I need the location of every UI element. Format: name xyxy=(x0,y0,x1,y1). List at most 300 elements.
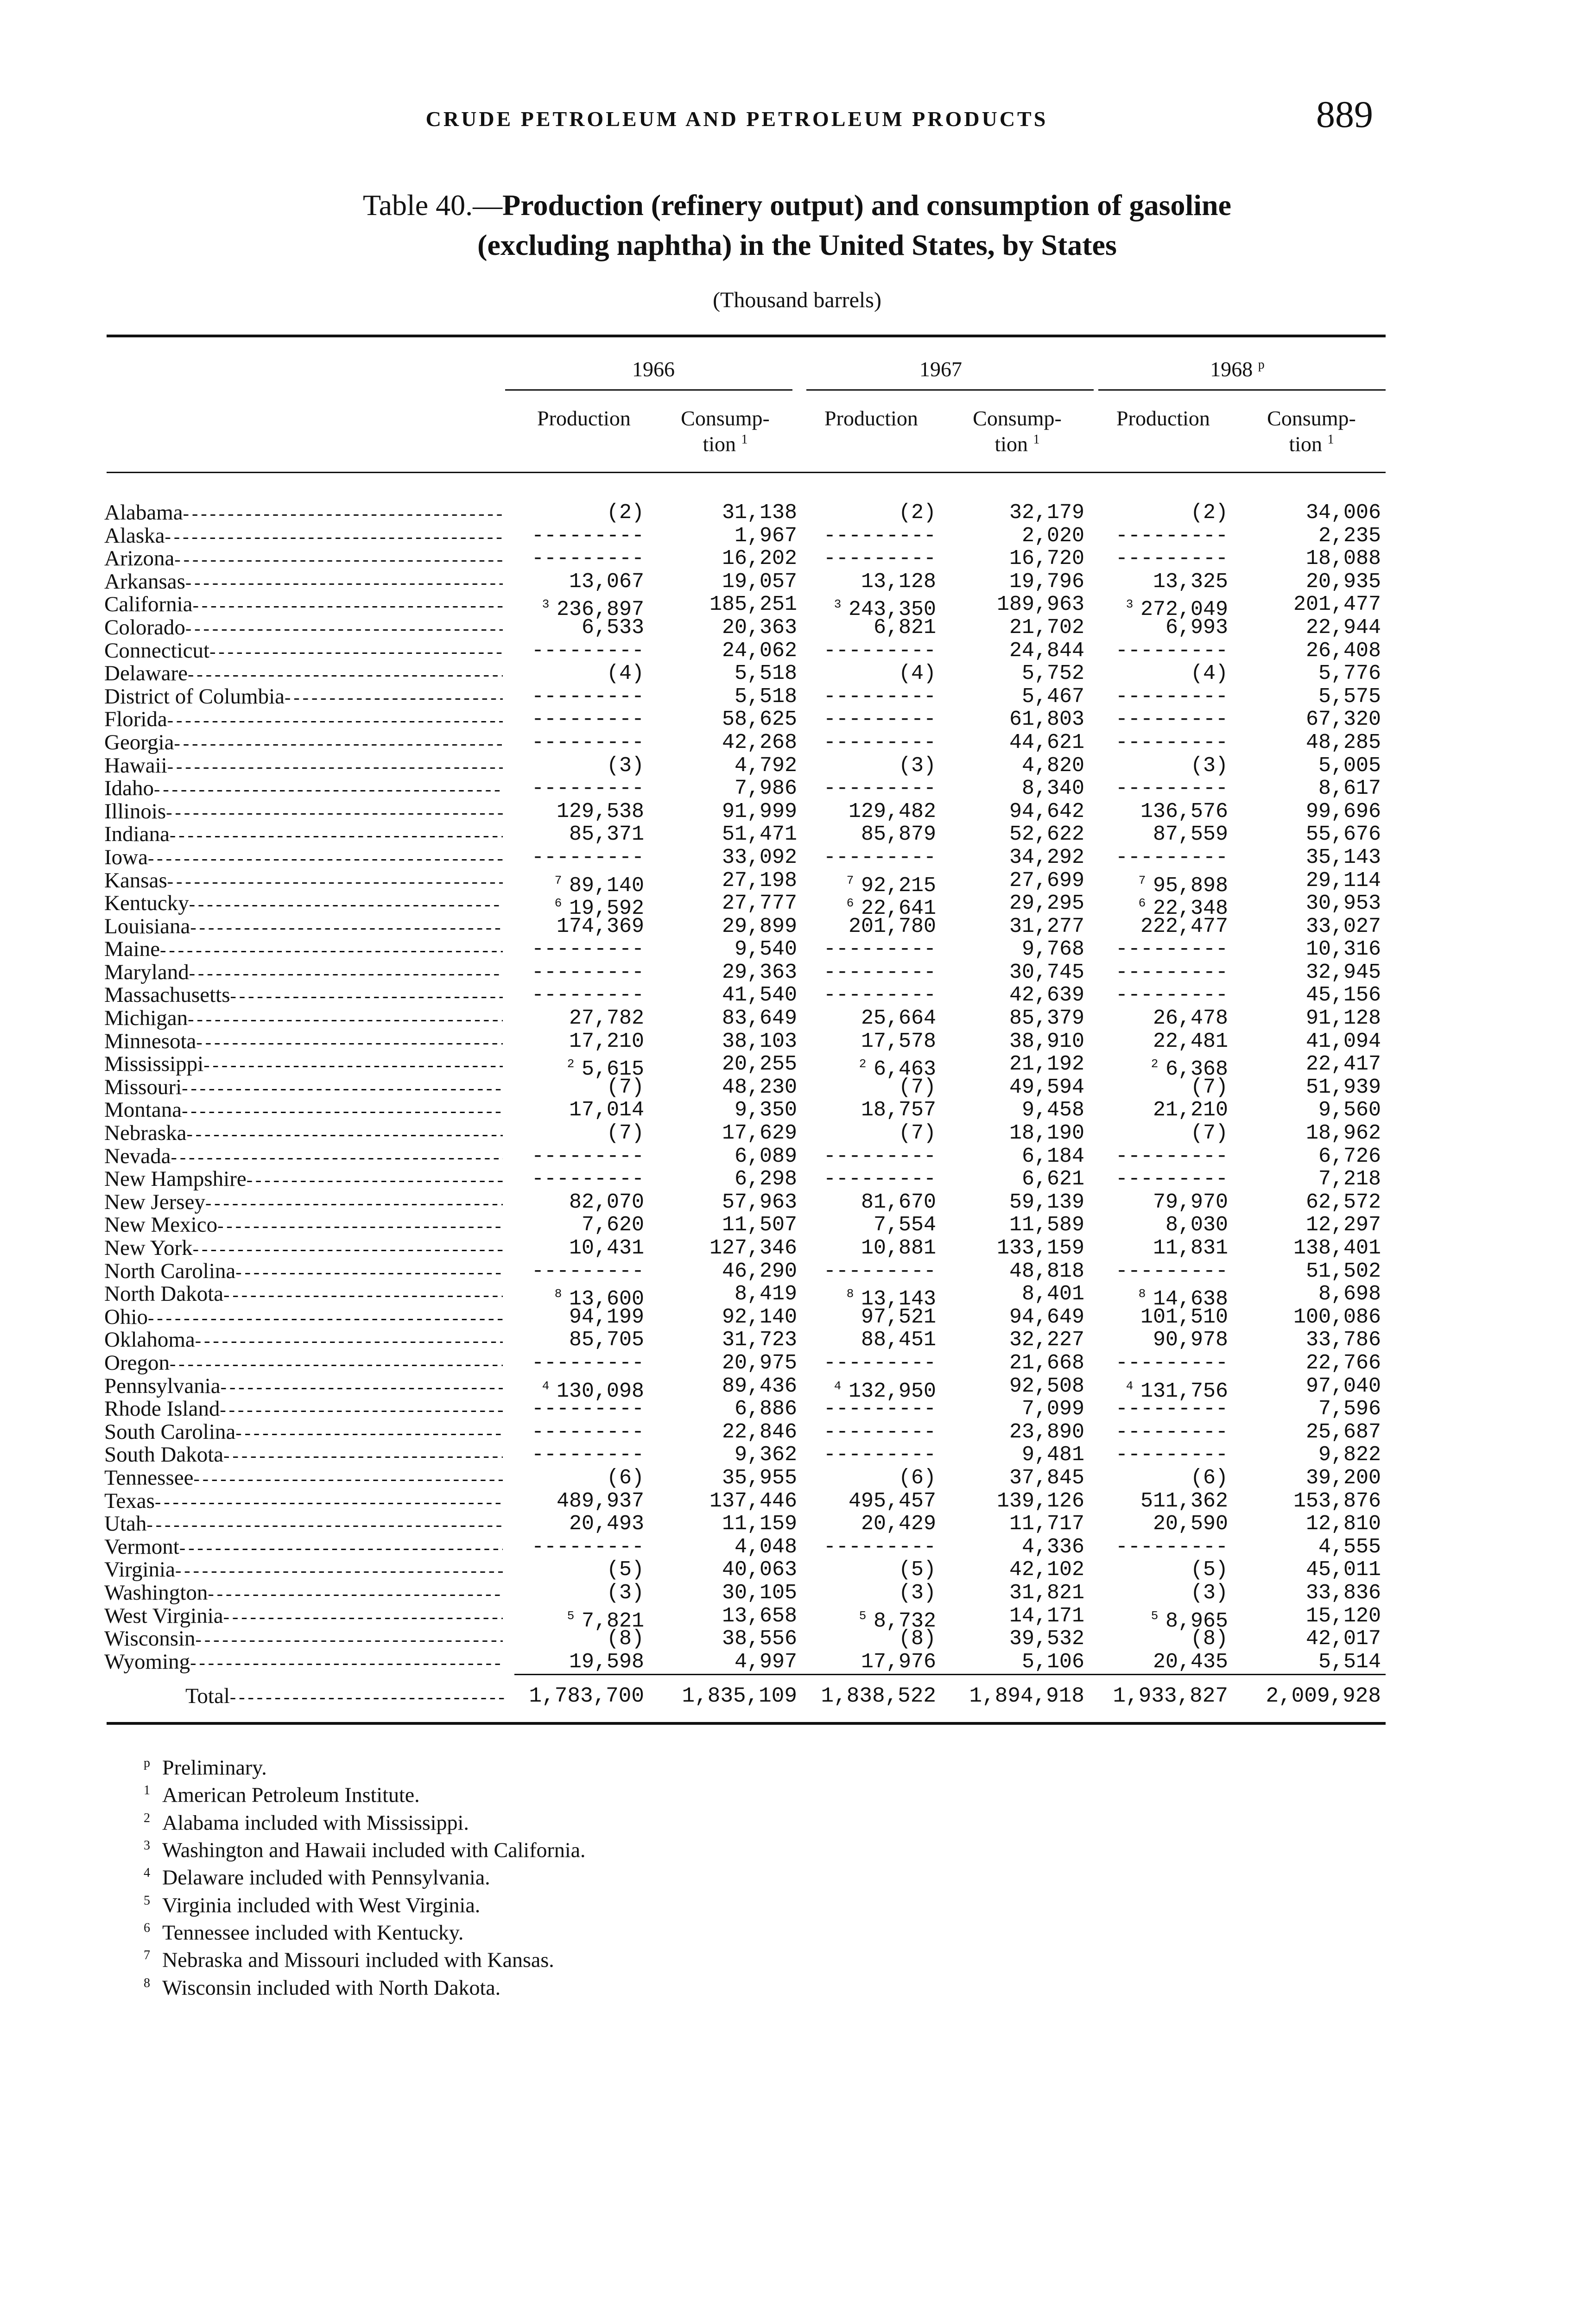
cell-consumption-1966: 9,362 xyxy=(734,1443,797,1467)
cell-consumption-1966: 20,363 xyxy=(722,615,797,639)
cell-consumption-1966: 92,140 xyxy=(722,1305,797,1329)
cell-production-1966: --------- xyxy=(531,1420,644,1444)
cell-consumption-1968: 42,017 xyxy=(1305,1627,1381,1651)
table-row xyxy=(0,616,1596,639)
cell-production-1966: (5) xyxy=(606,1558,644,1582)
state-name: New Jersey ----- xyxy=(104,1191,503,1214)
cell-consumption-1968: 33,027 xyxy=(1305,914,1381,938)
cell-consumption-1968: 18,088 xyxy=(1305,547,1381,571)
cell-production-1968: 101,510 xyxy=(1140,1305,1228,1329)
cell-production-1968: (7) xyxy=(1190,1121,1228,1146)
table-row xyxy=(0,915,1596,938)
cell-production-1968: --------- xyxy=(1115,639,1228,663)
state-name: Minnesota ----- xyxy=(104,1030,503,1053)
cell-production-1967: 18,757 xyxy=(861,1098,936,1122)
cell-consumption-1968: 51,502 xyxy=(1305,1259,1381,1283)
cell-consumption-1968: 25,687 xyxy=(1305,1420,1381,1444)
cell-production-1967: 97,521 xyxy=(861,1305,936,1329)
cell-production-1966: --------- xyxy=(531,730,644,754)
state-name: Oklahoma ----- xyxy=(104,1329,503,1352)
cell-consumption-1968: 45,011 xyxy=(1305,1558,1381,1582)
cell-production-1967: (4) xyxy=(898,662,936,686)
state-name: North Carolina ----- xyxy=(104,1260,503,1283)
cell-consumption-1966: 30,105 xyxy=(722,1581,797,1605)
cell-consumption-1967: 94,649 xyxy=(1009,1305,1084,1329)
cell-production-1966: --------- xyxy=(531,1351,644,1375)
cell-consumption-1967: 30,745 xyxy=(1009,960,1084,984)
cell-production-1966: (3) xyxy=(606,753,644,778)
cell-production-1967: 495,457 xyxy=(848,1489,936,1513)
state-name: Wisconsin ----- xyxy=(104,1627,503,1651)
cell-consumption-1967: 61,803 xyxy=(1009,708,1084,732)
cell-production-1966: --------- xyxy=(531,983,644,1007)
state-name: Indiana ----- xyxy=(104,823,503,846)
table-bottom-rule xyxy=(107,1722,1386,1725)
state-name: West Virginia ----- xyxy=(104,1605,503,1628)
cell-production-1967: --------- xyxy=(823,1259,936,1283)
cell-consumption-1968: 4,555 xyxy=(1318,1535,1381,1559)
cell-consumption-1967: 31,277 xyxy=(1009,914,1084,938)
table-row xyxy=(0,1558,1596,1582)
cell-consumption-1967: 27,699 xyxy=(1009,868,1084,893)
cell-production-1968: (4) xyxy=(1190,662,1228,686)
title-text: Production (refinery output) and consumption of gasoline xyxy=(502,189,1232,222)
cell-production-1967: 20,429 xyxy=(861,1512,936,1536)
cell-production-1966: 13,067 xyxy=(569,570,644,594)
table-row xyxy=(0,961,1596,984)
cell-consumption-1968: 26,408 xyxy=(1305,639,1381,663)
table-row xyxy=(0,708,1596,731)
cell-production-1966: 17,014 xyxy=(569,1098,644,1122)
cell-production-1968: $^3$ 272,049 xyxy=(1126,597,1228,622)
cell-production-1967: (7) xyxy=(898,1121,936,1146)
cell-production-1967: $^2$ 6,463 xyxy=(859,1057,936,1082)
cell-consumption-1968: 12,810 xyxy=(1305,1512,1381,1536)
cell-production-1966: 17,210 xyxy=(569,1029,644,1053)
cell-production-1967: 81,670 xyxy=(861,1190,936,1214)
table-row xyxy=(0,525,1596,548)
table-row xyxy=(0,1490,1596,1513)
table-row xyxy=(0,1282,1596,1311)
table-row xyxy=(0,1374,1596,1403)
state-name: Illinois ----- xyxy=(104,800,503,823)
table-row xyxy=(0,1237,1596,1260)
cell-production-1966: $^6$ 19,592 xyxy=(554,896,644,921)
cell-consumption-1968: 15,120 xyxy=(1305,1604,1381,1628)
total-label: Total ----- xyxy=(185,1682,505,1710)
cell-production-1968: --------- xyxy=(1115,1397,1228,1421)
table-row xyxy=(0,1260,1596,1283)
cell-production-1968: (3) xyxy=(1190,1581,1228,1605)
cell-production-1967: $^4$ 132,950 xyxy=(834,1379,936,1403)
state-name: Kentucky ----- xyxy=(104,892,503,915)
state-name: Connecticut ----- xyxy=(104,639,503,663)
cell-consumption-1968: 97,040 xyxy=(1305,1374,1381,1398)
cell-consumption-1967: 8,401 xyxy=(1021,1282,1084,1306)
cell-production-1968: (2) xyxy=(1190,501,1228,525)
table-row xyxy=(0,1099,1596,1122)
cell-production-1968: 90,978 xyxy=(1153,1328,1228,1352)
cell-consumption-1966: 16,202 xyxy=(722,547,797,571)
table-row xyxy=(0,593,1596,622)
cell-production-1968: --------- xyxy=(1115,937,1228,962)
table-row xyxy=(0,639,1596,663)
cell-consumption-1967: 49,594 xyxy=(1009,1075,1084,1099)
state-name: Tennessee ----- xyxy=(104,1467,503,1490)
total-production-1967: 1,838,522 xyxy=(821,1684,936,1708)
table-title xyxy=(185,185,1409,313)
cell-consumption-1966: 22,846 xyxy=(722,1420,797,1444)
cell-production-1967: --------- xyxy=(823,1351,936,1375)
cell-consumption-1968: 32,945 xyxy=(1305,960,1381,984)
cell-consumption-1968: 29,114 xyxy=(1305,868,1381,893)
cell-production-1966: (2) xyxy=(606,501,644,525)
cell-consumption-1967: 9,458 xyxy=(1021,1098,1084,1122)
state-name: Massachusetts ----- xyxy=(104,984,503,1007)
total-consumption-1966: 1,835,109 xyxy=(682,1684,797,1708)
state-name: Mississippi ----- xyxy=(104,1053,503,1076)
cell-production-1967: --------- xyxy=(823,1535,936,1559)
cell-production-1968: $^7$ 95,898 xyxy=(1138,873,1228,898)
cell-production-1968: 79,970 xyxy=(1153,1190,1228,1214)
table-row xyxy=(0,1398,1596,1421)
cell-consumption-1968: 9,822 xyxy=(1318,1443,1381,1467)
cell-production-1967: (2) xyxy=(898,501,936,525)
cell-production-1968: $^4$ 131,756 xyxy=(1126,1379,1228,1403)
cell-production-1967: 17,578 xyxy=(861,1029,936,1053)
total-rule xyxy=(514,1674,1386,1675)
cell-consumption-1968: 20,935 xyxy=(1305,570,1381,594)
table-row xyxy=(0,938,1596,961)
state-name: Colorado ----- xyxy=(104,616,503,639)
cell-consumption-1966: 13,658 xyxy=(722,1604,797,1628)
table-row xyxy=(0,501,1596,525)
table-row xyxy=(0,1052,1596,1082)
footnote xyxy=(144,1917,1070,1944)
cell-consumption-1968: 138,401 xyxy=(1293,1236,1381,1260)
cell-consumption-1967: 6,621 xyxy=(1021,1167,1084,1191)
cell-production-1966: $^2$ 5,615 xyxy=(567,1057,644,1082)
cell-consumption-1966: 20,975 xyxy=(722,1351,797,1375)
cell-production-1966: 85,705 xyxy=(569,1328,644,1352)
year-heading-1967: 1967 xyxy=(919,357,962,381)
cell-production-1968: --------- xyxy=(1115,1535,1228,1559)
cell-production-1968: --------- xyxy=(1115,524,1228,548)
cell-consumption-1967: 7,099 xyxy=(1021,1397,1084,1421)
state-name: Louisiana ----- xyxy=(104,915,503,938)
cell-consumption-1967: 4,336 xyxy=(1021,1535,1084,1559)
cell-consumption-1968: 7,218 xyxy=(1318,1167,1381,1191)
column-header-consumption-1967: Consump- tion $^1$ xyxy=(973,406,1062,456)
cell-production-1967: (5) xyxy=(898,1558,936,1582)
table-row xyxy=(0,1076,1596,1099)
cell-production-1967: --------- xyxy=(823,708,936,732)
cell-consumption-1966: 127,346 xyxy=(709,1236,797,1260)
table-row xyxy=(0,1030,1596,1053)
cell-consumption-1968: 55,676 xyxy=(1305,823,1381,847)
cell-production-1967: --------- xyxy=(823,524,936,548)
cell-production-1966: --------- xyxy=(531,777,644,801)
cell-consumption-1966: 4,997 xyxy=(734,1650,797,1674)
cell-production-1968: --------- xyxy=(1115,547,1228,571)
state-name: Washington ----- xyxy=(104,1582,503,1605)
cell-consumption-1968: 5,005 xyxy=(1318,753,1381,778)
cell-consumption-1966: 20,255 xyxy=(722,1052,797,1076)
cell-production-1966: --------- xyxy=(531,1167,644,1191)
cell-consumption-1968: 33,786 xyxy=(1305,1328,1381,1352)
cell-production-1968: (5) xyxy=(1190,1558,1228,1582)
cell-production-1966: --------- xyxy=(531,1397,644,1421)
cell-consumption-1966: 24,062 xyxy=(722,639,797,663)
table-row xyxy=(0,868,1596,898)
column-header-production-1966: Production xyxy=(537,406,631,430)
table-row xyxy=(0,1536,1596,1559)
cell-production-1967: 7,554 xyxy=(873,1213,936,1237)
title-line-2: (excluding naphtha) in the United States, by States xyxy=(477,228,1117,261)
cell-consumption-1968: 62,572 xyxy=(1305,1190,1381,1214)
cell-production-1967: $^7$ 92,215 xyxy=(846,873,936,898)
cell-consumption-1968: 39,200 xyxy=(1305,1466,1381,1490)
cell-consumption-1968: 100,086 xyxy=(1293,1305,1381,1329)
cell-production-1968: --------- xyxy=(1115,1144,1228,1168)
cell-production-1966: 94,199 xyxy=(569,1305,644,1329)
state-name: Vermont ----- xyxy=(104,1536,503,1559)
cell-consumption-1966: 9,350 xyxy=(734,1098,797,1122)
cell-production-1967: --------- xyxy=(823,937,936,962)
cell-production-1967: --------- xyxy=(823,777,936,801)
cell-consumption-1967: 23,890 xyxy=(1009,1420,1084,1444)
table-row xyxy=(0,662,1596,685)
cell-consumption-1966: 41,540 xyxy=(722,983,797,1007)
cell-consumption-1967: 21,668 xyxy=(1009,1351,1084,1375)
table-row xyxy=(0,892,1596,921)
cell-production-1967: 25,664 xyxy=(861,1007,936,1031)
cell-production-1967: $^3$ 243,350 xyxy=(834,597,936,622)
cell-consumption-1966: 185,251 xyxy=(709,593,797,617)
state-name: Florida ----- xyxy=(104,708,503,731)
cell-consumption-1966: 5,518 xyxy=(734,684,797,709)
cell-production-1968: $^5$ 8,965 xyxy=(1151,1608,1228,1633)
cell-consumption-1966: 11,507 xyxy=(722,1213,797,1237)
cell-consumption-1967: 9,768 xyxy=(1021,937,1084,962)
cell-production-1968: (7) xyxy=(1190,1075,1228,1099)
cell-consumption-1966: 27,777 xyxy=(722,892,797,916)
cell-consumption-1967: 52,622 xyxy=(1009,823,1084,847)
cell-consumption-1968: 45,156 xyxy=(1305,983,1381,1007)
cell-consumption-1968: 10,316 xyxy=(1305,937,1381,962)
cell-consumption-1966: 1,967 xyxy=(734,524,797,548)
cell-production-1968: --------- xyxy=(1115,777,1228,801)
cell-production-1967: --------- xyxy=(823,730,936,754)
cell-consumption-1966: 6,089 xyxy=(734,1144,797,1168)
cell-consumption-1966: 6,886 xyxy=(734,1397,797,1421)
cell-consumption-1966: 137,446 xyxy=(709,1489,797,1513)
footnote-text: Wisconsin included with North Dakota. xyxy=(162,1975,501,1999)
cell-production-1967: --------- xyxy=(823,845,936,869)
table-row xyxy=(0,984,1596,1007)
footnote xyxy=(144,1889,1070,1917)
cell-production-1966: --------- xyxy=(531,1259,644,1283)
cell-production-1968: --------- xyxy=(1115,1443,1228,1467)
cell-production-1967: --------- xyxy=(823,639,936,663)
cell-production-1968: $^6$ 22,348 xyxy=(1138,896,1228,921)
cell-consumption-1967: 2,020 xyxy=(1021,524,1084,548)
footnote-mark: 1 xyxy=(144,1783,150,1798)
total-consumption-1967: 1,894,918 xyxy=(969,1684,1084,1708)
footnote-text: Alabama included with Mississippi. xyxy=(162,1810,469,1834)
cell-consumption-1966: 31,138 xyxy=(722,501,797,525)
running-header xyxy=(0,88,1596,144)
table-row xyxy=(0,1145,1596,1168)
table-row xyxy=(0,1168,1596,1191)
table-row xyxy=(0,1007,1596,1030)
state-name: Iowa ----- xyxy=(104,846,503,869)
cell-consumption-1966: 38,103 xyxy=(722,1029,797,1053)
cell-production-1966: --------- xyxy=(531,639,644,663)
state-name: Alabama ----- xyxy=(104,501,503,525)
cell-consumption-1968: 6,726 xyxy=(1318,1144,1381,1168)
cell-consumption-1966: 91,999 xyxy=(722,799,797,823)
footnote-text: Preliminary. xyxy=(162,1755,267,1779)
cell-production-1967: $^6$ 22,641 xyxy=(846,896,936,921)
cell-production-1968: --------- xyxy=(1115,708,1228,732)
cell-production-1966: 129,538 xyxy=(556,799,644,823)
cell-consumption-1968: 201,477 xyxy=(1293,593,1381,617)
table-units: (Thousand barrels) xyxy=(713,288,881,312)
cell-consumption-1968: 67,320 xyxy=(1305,708,1381,732)
cell-production-1967: 6,821 xyxy=(873,615,936,639)
state-name: Missouri ----- xyxy=(104,1076,503,1099)
footnote-text: Nebraska and Missouri included with Kansas. xyxy=(162,1948,554,1972)
cell-production-1966: --------- xyxy=(531,937,644,962)
table-row xyxy=(0,1421,1596,1444)
table-row xyxy=(0,823,1596,846)
cell-consumption-1967: 21,702 xyxy=(1009,615,1084,639)
cell-production-1968: --------- xyxy=(1115,730,1228,754)
cell-consumption-1967: 29,295 xyxy=(1009,892,1084,916)
table-row xyxy=(0,846,1596,869)
cell-production-1966: --------- xyxy=(531,547,644,571)
state-name: Arizona ----- xyxy=(104,547,503,570)
cell-production-1967: (3) xyxy=(898,753,936,778)
cell-consumption-1968: 18,962 xyxy=(1305,1121,1381,1146)
state-name: Virginia ----- xyxy=(104,1558,503,1582)
cell-consumption-1966: 51,471 xyxy=(722,823,797,847)
cell-production-1966: 20,493 xyxy=(569,1512,644,1536)
footnote xyxy=(144,1752,1070,1779)
state-name: Wyoming ----- xyxy=(104,1651,503,1674)
state-name: Maryland ----- xyxy=(104,961,503,984)
cell-production-1968: 222,477 xyxy=(1140,914,1228,938)
cell-consumption-1967: 59,139 xyxy=(1009,1190,1084,1214)
table-row xyxy=(0,685,1596,709)
cell-production-1968: 87,559 xyxy=(1153,823,1228,847)
state-name: Nevada ----- xyxy=(104,1145,503,1168)
cell-production-1968: --------- xyxy=(1115,960,1228,984)
state-name: New Hampshire ----- xyxy=(104,1168,503,1191)
footnote xyxy=(144,1807,1070,1834)
state-name: Alaska ----- xyxy=(104,525,503,548)
cell-production-1966: $^5$ 7,821 xyxy=(567,1608,644,1633)
cell-production-1966: (6) xyxy=(606,1466,644,1490)
footnote-text: Washington and Hawaii included with California. xyxy=(162,1838,586,1862)
footnote-mark: p xyxy=(144,1756,150,1770)
table-row xyxy=(0,1122,1596,1145)
cell-production-1967: (6) xyxy=(898,1466,936,1490)
footnote-text: Delaware included with Pennsylvania. xyxy=(162,1865,490,1889)
column-header-consumption-1966: Consump- tion $^1$ xyxy=(681,406,770,456)
footnote-mark: 2 xyxy=(144,1811,150,1825)
cell-consumption-1966: 29,363 xyxy=(722,960,797,984)
state-name: District of Columbia ----- xyxy=(104,685,503,709)
cell-production-1966: (4) xyxy=(606,662,644,686)
state-name: New York ----- xyxy=(104,1237,503,1260)
cell-consumption-1967: 85,379 xyxy=(1009,1007,1084,1031)
cell-consumption-1967: 32,179 xyxy=(1009,501,1084,525)
cell-consumption-1967: 11,717 xyxy=(1009,1512,1084,1536)
cell-production-1968: 20,435 xyxy=(1153,1650,1228,1674)
cell-production-1968: --------- xyxy=(1115,1420,1228,1444)
state-name: Rhode Island ----- xyxy=(104,1398,503,1421)
cell-production-1968: (8) xyxy=(1190,1627,1228,1651)
cell-consumption-1967: 39,532 xyxy=(1009,1627,1084,1651)
cell-production-1968: 8,030 xyxy=(1165,1213,1228,1237)
total-row xyxy=(0,1682,1596,1710)
cell-consumption-1967: 189,963 xyxy=(996,593,1084,617)
cell-consumption-1966: 83,649 xyxy=(722,1007,797,1031)
cell-production-1968: 511,362 xyxy=(1140,1489,1228,1513)
cell-consumption-1967: 24,844 xyxy=(1009,639,1084,663)
footnote xyxy=(144,1861,1070,1889)
year-rule-1967 xyxy=(806,389,1094,391)
footnote-text: American Petroleum Institute. xyxy=(162,1783,420,1807)
cell-consumption-1968: 41,094 xyxy=(1305,1029,1381,1053)
table-row xyxy=(0,1627,1596,1651)
cell-production-1966: $^4$ 130,098 xyxy=(542,1379,644,1403)
cell-production-1966: (8) xyxy=(606,1627,644,1651)
cell-consumption-1966: 4,048 xyxy=(734,1535,797,1559)
cell-production-1967: --------- xyxy=(823,684,936,709)
cell-consumption-1966: 17,629 xyxy=(722,1121,797,1146)
cell-consumption-1966: 31,723 xyxy=(722,1328,797,1352)
cell-consumption-1968: 48,285 xyxy=(1305,730,1381,754)
cell-consumption-1967: 133,159 xyxy=(996,1236,1084,1260)
cell-consumption-1968: 35,143 xyxy=(1305,845,1381,869)
cell-production-1967: 17,976 xyxy=(861,1650,936,1674)
state-name: South Dakota ----- xyxy=(104,1443,503,1467)
cell-consumption-1967: 44,621 xyxy=(1009,730,1084,754)
cell-production-1966: 7,620 xyxy=(581,1213,644,1237)
cell-production-1966: 27,782 xyxy=(569,1007,644,1031)
cell-production-1966: --------- xyxy=(531,845,644,869)
cell-production-1966: 85,371 xyxy=(569,823,644,847)
footnote-mark: 4 xyxy=(144,1866,150,1880)
cell-production-1967: --------- xyxy=(823,960,936,984)
cell-consumption-1968: 34,006 xyxy=(1305,501,1381,525)
cell-production-1967: --------- xyxy=(823,1144,936,1168)
column-header-production-1968: Production xyxy=(1116,406,1210,430)
table-body xyxy=(0,501,1596,1673)
cell-consumption-1968: 30,953 xyxy=(1305,892,1381,916)
cell-consumption-1968: 12,297 xyxy=(1305,1213,1381,1237)
cell-consumption-1967: 139,126 xyxy=(996,1489,1084,1513)
cell-consumption-1967: 14,171 xyxy=(1009,1604,1084,1628)
cell-production-1966: 489,937 xyxy=(556,1489,644,1513)
cell-consumption-1968: 7,596 xyxy=(1318,1397,1381,1421)
cell-consumption-1968: 33,836 xyxy=(1305,1581,1381,1605)
cell-consumption-1966: 42,268 xyxy=(722,730,797,754)
table-row xyxy=(0,754,1596,778)
